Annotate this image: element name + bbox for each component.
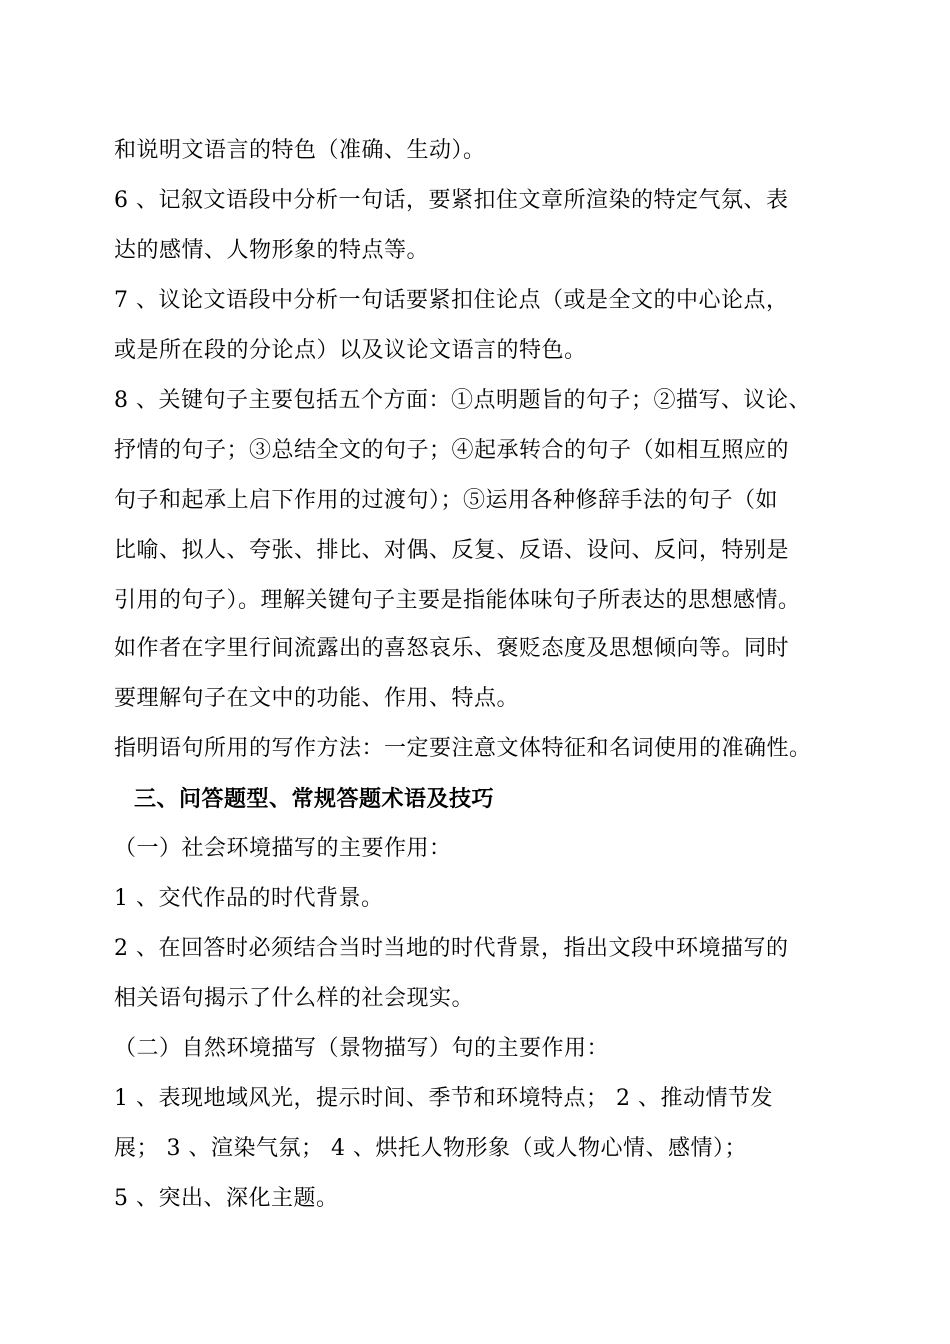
text-line: 6 、记叙文语段中分析一句话，要紧扣住文章所渲染的特定气氛、表 (114, 188, 789, 213)
text-line: 抒情的句子；③总结全文的句子；④起承转合的句子（如相互照应的 (114, 438, 790, 463)
text-line: 和说明文语言的特色（准确、生动）。 (114, 138, 486, 163)
text-line: 要理解句子在文中的功能、作用、特点。 (114, 686, 520, 711)
text-line: 5 、突出、深化主题。 (114, 1186, 339, 1211)
text-line: 达的感情、人物形象的特点等。 (114, 238, 430, 263)
text-line: 2 、在回答时必须结合当时当地的时代背景，指出文段中环境描写的 (114, 936, 789, 961)
text-line: 指明语句所用的写作方法：一定要注意文体特征和名词使用的准确性。 (114, 736, 812, 761)
subsection-heading: （一）社会环境描写的主要作用： (114, 836, 452, 861)
text-line: 句子和起承上启下作用的过渡句）；⑤运用各种修辞手法的句子（如 (114, 488, 779, 513)
text-line: 或是所在段的分论点）以及议论文语言的特色。 (114, 338, 587, 363)
text-line: 7 、议论文语段中分析一句话要紧扣住论点（或是全文的中心论点， (114, 288, 789, 313)
section-heading: 三、问答题型、常规答题术语及技巧 (134, 786, 495, 812)
text-line: 8 、关键句子主要包括五个方面：①点明题旨的句子；②描写、议论、 (114, 388, 811, 413)
text-line: 如作者在字里行间流露出的喜怒哀乐、褒贬态度及思想倾向等。同时 (114, 636, 790, 661)
text-line: 引用的句子）。理解关键句子主要是指能体味句子所表达的思想感情。 (114, 588, 801, 613)
text-line: 展； 3 、渲染气氛； 4 、烘托人物形象（或人物心情、感情）； (114, 1136, 747, 1161)
subsection-heading: （二）自然环境描写（景物描写）句的主要作用： (114, 1036, 610, 1061)
text-line: 1 、表现地域风光，提示时间、季节和环境特点； 2 、推动情节发 (114, 1086, 773, 1111)
text-line: 相关语句揭示了什么样的社会现实。 (114, 986, 475, 1011)
text-line: 1 、交代作品的时代背景。 (114, 886, 384, 911)
text-line: 比喻、拟人、夸张、排比、对偶、反复、反语、设问、反问，特别是 (114, 538, 790, 563)
